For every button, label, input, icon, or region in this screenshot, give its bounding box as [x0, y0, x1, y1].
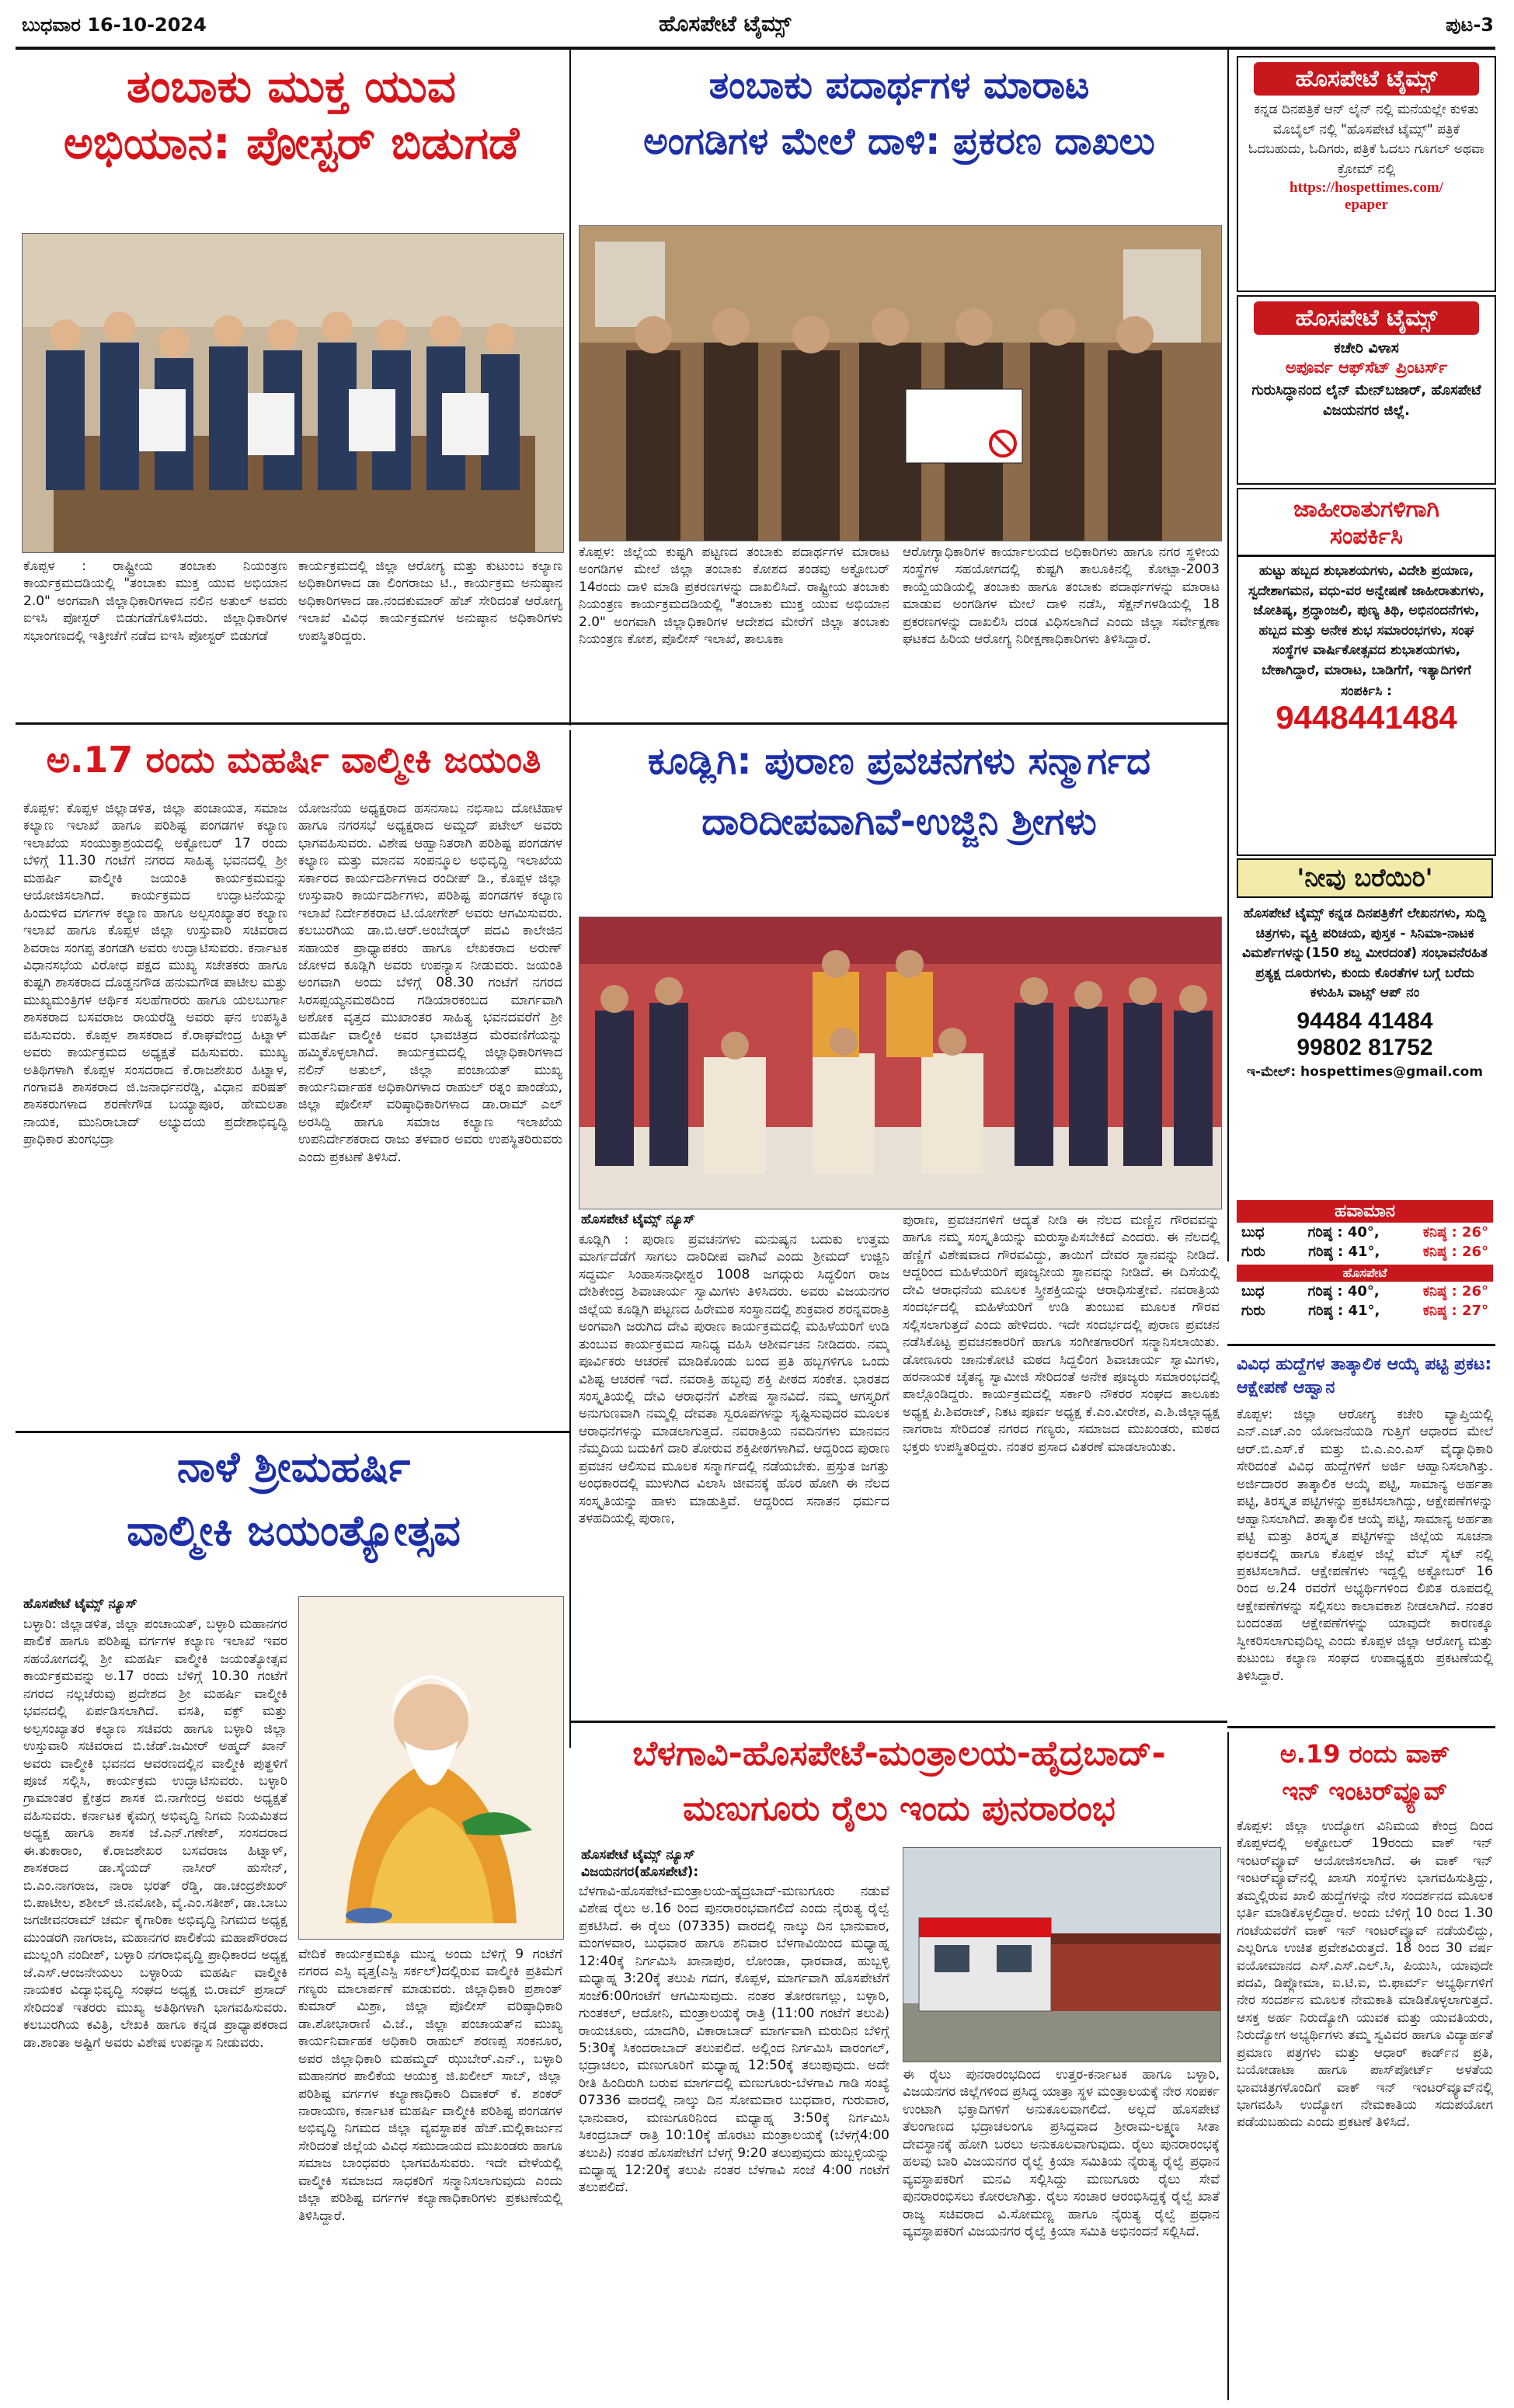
weather-day: ಬುಧ — [1241, 1283, 1265, 1300]
sidebar-office-address: ಗುರುಸಿದ್ಧಾನಂದ ಲೈನ್ ಮೇನ್‌ಬಜಾರ್, ಹೊಸಪೇಟೆ ವಿಜಯನಗರ ಜಿಲ್ಲೆ. — [1251, 382, 1481, 419]
sidebar-write-box — [1237, 858, 1493, 1192]
story4-column2: ಪುರಾಣ, ಪ್ರವಚನಗಳಿಗೆ ಆದ್ಯತೆ ನೀಡಿ ಈ ನೆಲದ ಮಣ್ಣಿನ ಗೌರವವನ್ನು ಹಾಗೂ ನಮ್ಮ ಸಂಸ್ಕೃತಿಯನ್ನು ಮರುಸ್ಥಾಪಿಸಬೇಕಿದೆ ಎಂದರು. ಈ ನೆಲದಲ್ಲಿ ಹೆಣ್ಣಿಗೆ ವಿಶೇಷವಾದ ಗೌರವವಿದ್ದು, ತಾಯಿಗೆ ದೇವರ ಸ್ಥಾನವನ್ನು ನೀಡಿದೆ. ಆದ್ದರಿಂದ ಮಹಿಳೆಯರಿಗೆ ಪೂಜ್ಯನೀಯ ಸ್ಥಾನವನ್ನು ನೀಡಿದೆ. ಈ ದಿಸೆಯಲ್ಲಿ ದೇವಿ ಆರಾಧನೆಯ ಮೂಲಕ ಸ್ತ್ರೀಶಕ್ತಿಯನ್ನು ಆರಾಧಿಸುತ್ತೇವೆ. ನವರಾತ್ರಿಯ ಸಂದರ್ಭದಲ್ಲಿ ಮಹಿಳೆಯರಿಗೆ ಉಡಿ ತುಂಬುವ ಮೂಲಕ ಗೌರವ ಸಲ್ಲಿಸಲಾಗುತ್ತದೆ ಎಂದು ಹೇಳಿದರು. ಇದೇ ಸಂದರ್ಭದಲ್ಲಿ ಪುರಾಣ ಪ್ರವಚನ ನಡೆಸಿಕೊಟ್ಟ ಪ್ರವಚನಕಾರರಿಗೆ ಹಾಗೂ ಸಂಗೀತಗಾರರಿಗೆ ಸನ್ಮಾನಿಸಲಾಯಿತು. ಡೋಣೂರು ಚಾನುಕೋಟಿ ಮಠದ ಸಿದ್ದಲಿಂಗ ಶಿವಾಚಾರ್ಯ ಸ್ವಾಮಿಗಳು, ಹರನಾಯಕ ಚೈತನ್ಯ ಸ್ವಾಮೀಜಿ ಸೇರಿದಂತೆ ಅನೇಕ ಪೂಜ್ಯರು ಸಮಾರಂಭದಲ್ಲಿ ಪಾಲ್ಗೊಂಡಿದ್ದರು. ಕಾರ್ಯಕ್ರಮದಲ್ಲಿ ಸರ್ಕಾರಿ ನೌಕರರ ಸಂಘದ ತಾಲೂಕು ಅಧ್ಯಕ್ಷ ಪಿ.ಶಿವರಾಜ್, ನಿಕಟ ಪೂರ್ವ ಅಧ್ಯಕ್ಷ ಕೆ.ಎಂ.ವೀರೇಶ, ಎ.ಶಿ.ಜಿಲ್ಲಾಧ್ಯಕ್ಷ ನಾಗರಾಜ ಸೇರಿದಂತೆ ನಗರದ ಗಣ್ಯರು, ಸಮಾಜದ ಮುಖಂಡರು, ಮಠದ ಭಕ್ತರು ಉಪಸ್ಥಿತರಿದ್ದರು. ನಂತರ ಪ್ರಸಾದ ವಿತರಣೆ ಮಾಡಲಾಯಿತು. — [903, 1213, 1220, 1455]
weather-row — [1237, 1282, 1493, 1301]
sidebar-write-phone2[interactable]: 99802 81752 — [1296, 1034, 1433, 1060]
story4-byline: ಹೊಸಪೇಟೆ ಟೈಮ್ಸ್ ನ್ಯೂಸ್ — [581, 1212, 695, 1227]
sidebar-weather-title: ಹವಾಮಾನ — [1237, 1200, 1493, 1223]
divider-sidebar — [1227, 50, 1229, 1261]
story3-headline: ಅ.17 ರಂದು ಮಹರ್ಷಿ ವಾಲ್ಮೀಕಿ ಜಯಂತಿ — [46, 739, 541, 781]
weather-max: ಗರಿಷ್ಠ : 40°, — [1307, 1283, 1380, 1300]
story1-column2: ಕಾರ್ಯಕ್ರಮದಲ್ಲಿ ಜಿಲ್ಲಾ ಆರೋಗ್ಯ ಮತ್ತು ಕುಟುಂಬ ಕಲ್ಯಾಣ ಅಧಿಕಾರಿಗಳಾದ ಡಾ ಲಿಂಗರಾಜು ಟಿ., ಕಾರ್ಯಕ್ರಮ ಅನುಷ್ಠಾನ ಅಧಿಕಾರಿಗಳಾದ ಡಾ.ನಂದಕುಮಾರ್ ಹೆಚ್ ಸೇರಿದಂತೆ ಆರೋಗ್ಯ ಇಲಾಖೆ ವಿವಿಧ ಕಾರ್ಯಕ್ರಮಗಳ ಅನುಷ್ಠಾನ ಅಧಿಕಾರಿಗಳು ಉಪಸ್ಥಿತರಿದ್ದರು. — [298, 559, 562, 644]
weather-min: ಕನಿಷ್ಠ : 26° — [1422, 1244, 1488, 1260]
story6-headline — [579, 1732, 1220, 1830]
story5-headline — [22, 1441, 566, 1557]
header-page-number: ಪುಟ-3 — [1446, 14, 1494, 36]
weather-max: ಗರಿಷ್ಠ : 41°, — [1308, 1303, 1380, 1319]
weather-day: ಗುರು — [1241, 1244, 1265, 1260]
sidebar-weather-subtitle: ಹೊಸಪೇಟೆ — [1237, 1265, 1493, 1282]
rule-right-1 — [1227, 1344, 1495, 1346]
header-date: ಬುಧವಾರ 16-10-2024 — [22, 14, 207, 36]
story2-photo — [579, 225, 1222, 541]
story6-column1: ಬೆಳಗಾವಿ-ಹೊಸಪೇಟೆ-ಮಂತ್ರಾಲಯ-ಹೈದ್ರಬಾದ್-ಮಣುಗೂರು ನಡುವೆ ವಿಶೇಷ ರೈಲು ಅ.16 ರಿಂದ ಪುನರಾರಂಭವಾಗಲಿದೆ ಎಂದು ನೈರುತ್ಯ ರೈಲ್ವೆ ಪ್ರಕಟಿಸಿದೆ. ಈ ರೈಲು (07335) ವಾರದಲ್ಲಿ ನಾಲ್ಕು ದಿನ ಭಾನುವಾರ, ಮಂಗಳವಾರ, ಬುಧವಾರ ಹಾಗೂ ಶನಿವಾರ ಬೆಳಗಾವಿಯಿಂದ ಮಧ್ಯಾಹ್ನ 12:40ಕ್ಕೆ ನಿರ್ಗಮಿಸಿ ಖಾನಾಪುರ, ಲೋಂಡಾ, ಧಾರವಾಡ, ಹುಬ್ಬಳ್ಳಿ ಮಧ್ಯಾಹ್ನ 3:20ಕ್ಕೆ ತಲುಪಿ ಗದಗ, ಕೊಪ್ಪಳ, ಮಾರ್ಗವಾಗಿ ಹೊಸಪೇಟೆಗೆ ಸಂಜೆ6:00ಗಂಟೆಗೆ ಆಗಮಿಸುವುದು. ನಂತರ ತೋರಣಗಲ್ಲು, ಬಳ್ಳಾರಿ, ಗುಂತಕಲ್, ಆದೋನಿ, ಮಂತ್ರಾಲಯಕ್ಕೆ ರಾತ್ರಿ (11:00 ಗಂಟೆಗೆ ತಲುಪಿ) ರಾಯಚೂರು, ಯಾದಗಿರಿ, ವಿಕಾರಾಬಾದ್ ಮಾರ್ಗವಾಗಿ ಮರುದಿನ ಬೆಳಿಗ್ಗೆ 5:30ಕ್ಕೆ ಸಿಕಂದರಾಬಾದ್ ತಲುಪಲಿದೆ. ಅಲ್ಲಿಂದ ನಿರ್ಗಮಿಸಿ ವಾರಂಗಲ್, ಭದ್ರಾಚಲಂ, ಮಣುಗೂರಿಗೆ ಮಧ್ಯಾಹ್ನ 12:50ಕ್ಕೆ ತಲುಪುವುದು. ಅದೇ ರೀತಿ ಹಿಂದಿರುಗಿ ಬರುವ ಮಾರ್ಗದಲ್ಲಿ ಮಣುಗೂರು-ಬೆಳಗಾವಿ ಗಾಡಿ ಸಂಖ್ಯೆ 07336 ವಾರದಲ್ಲಿ ನಾಲ್ಕು ದಿನ ಸೋಮವಾರ ಬುಧವಾರ, ಗುರುವಾರ, ಭಾನುವಾರ, ಮಣುಗೂರಿನಿಂದ ಮಧ್ಯಾಹ್ನ 3:50ಕ್ಕೆ ನಿರ್ಗಮಿಸಿ ಸಿಕಂದ್ರಬಾದ್ ರಾತ್ರಿ 10:10ಕ್ಕೆ ಹೊರಟು ಮಂತ್ರಾಲಯಕ್ಕೆ (ಬೆಳಗ್ಗೆ4:00 ತಲುಪಿ) ನಂತರ ಹೊಸಪೇಟೆಗೆ ಬೆಳಗ್ಗೆ 9:20 ತಲುಪುವುದು ಹುಬ್ಬಳ್ಳಿಯನ್ನು ಮಧ್ಯಾಹ್ನ 12:20ಕ್ಕೆ ತಲುಪಿ ನಂತರ ಬೆಳಗಾವಿ ಸಂಜೆ 4:00 ಗಂಟೆಗೆ ತಲುಪಲಿದೆ. — [579, 1884, 889, 2196]
rule-left-mid — [16, 1431, 569, 1433]
story8-body: ಕೊಪ್ಪಳ: ಜಿಲ್ಲಾ ಉದ್ಯೋಗ ವಿನಿಮಯ ಕೇಂದ್ರ ದಿಂದ ಕೊಪ್ಪಳದಲ್ಲಿ ಅಕ್ಟೋಬರ್ 19ರಂದು ವಾಕ್ ಇನ್ ಇಂಟರ್‌ವ್ಯೂವ್ ಆಯೋಜಿಸಲಾಗಿದೆ. ಈ ವಾಕ್ ಇನ್ ಇಂಟರ್‌ವ್ಯೂವ್‌ನಲ್ಲಿ ಖಾಸಗಿ ಸಂಸ್ಥೆಗಳು ಭಾಗವಹಿಸುತ್ತಿದ್ದು, ತಮ್ಮಲ್ಲಿರುವ ಖಾಲಿ ಹುದ್ದೆಗಳನ್ನು ನೇರ ಸಂದರ್ಶನದ ಮೂಲಕ ಭರ್ತಿ ಮಾಡಿಕೊಳ್ಳಲಿದ್ದಾರೆ. ಅಂದು ಬೆಳಿಗ್ಗೆ 10 ರಿಂದ 1.30 ಗಂಟೆಯವರೆಗೆ ವಾಕ್ ಇನ್ ಇಂಟರ್‌ವ್ಯೂವ್ ನಡೆಯಲಿದ್ದು, ಎಲ್ಲರಿಗೂ ಉಚಿತ ಪ್ರವೇಶವಿರುತ್ತದೆ. 18 ರಿಂದ 30 ವರ್ಷ ವಯೋಮಾನದ ಎಸ್.ಎಸ್.ಎಲ್.ಸಿ, ಪಿಯುಸಿ, ಯಾವುದೇ ಪದವಿ, ಡಿಪ್ಲೋಮಾ, ಐ.ಟಿ.ಐ, ಬಿ.ಫಾರ್ಮ್ ಅಭ್ಯರ್ಥಿಗಳಿಗೆ ನೇರ ಸಂದರ್ಶನ ಮೂಲಕ ನೇಮಕಾತಿ ಮಾಡಿಕೊಳ್ಳಲಾಗುತ್ತದೆ. ಆಸಕ್ತ ಅರ್ಹ ನಿರುದ್ಯೋಗಿ ಯುವಕ ಮತ್ತು ಯುವತಿಯರು, ನಿರುದ್ಯೋಗ ಅಭ್ಯರ್ಥಿಗಳು ತಮ್ಮ ಸ್ವವಿವರ ಹಾಗೂ ವಿದ್ಯಾರ್ಹತೆ ಪ್ರಮಾಣ ಪತ್ರಗಳು ಮತ್ತು ಆಧಾರ್ ಕಾರ್ಡ್‌ನ ಪ್ರತಿ, ಬಯೋಡಾಟಾ ಹಾಗೂ ಪಾಸ್‌ಪೋರ್ಟ್ ಅಳತೆಯ ಭಾವಚಿತ್ರಗಳೊಂದಿಗೆ ವಾಕ್ ಇನ್ ಇಂಟರ್‌ವ್ಯೂವ್‌ನಲ್ಲಿ ಭಾಗವಹಿಸಿ ಉದ್ಯೋಗ ನೇಮಕಾತಿಯ ಸದುಪಯೋಗ ಪಡೆಯಬಹುದು ಎಂದು ಪ್ರಕಟಣೆ ತಿಳಿಸಿದೆ. — [1237, 1818, 1493, 2131]
story5-headline-line1: ನಾಳೆ ಶ್ರೀಮಹರ್ಷಿ — [176, 1442, 411, 1491]
story1-headline — [23, 58, 559, 171]
weather-min: ಕನಿಷ್ಠ : 27° — [1422, 1303, 1488, 1319]
story4-headline-line2: ದಾರಿದೀಪವಾಗಿವೆ-ಉಜ್ಜಿನಿ ಶ್ರೀಗಳು — [701, 800, 1097, 844]
divider-col-left-2 — [569, 730, 571, 1748]
sidebar-epaper-url[interactable]: https://hospettimes.com/ — [1290, 179, 1443, 196]
sidebar-office-press: ಅಪೂರ್ವ ಆಫ್‌ಸೆಟ್ ಪ್ರಿಂಟರ್ಸ್ — [1285, 358, 1448, 377]
story6-column2: ಈ ರೈಲು ಪುನರಾರಂಭದಿಂದ ಉತ್ತರ-ಕರ್ನಾಟಕ ಹಾಗೂ ಬಳ್ಳಾರಿ, ವಿಜಯನಗರ ಜಿಲ್ಲೆಗಳಿಂದ ಪ್ರಸಿದ್ಧ ಯಾತ್ರಾ ಸ್ಥಳ ಮಂತ್ರಾಲಯಕ್ಕೆ ನೇರ ಸಂಪರ್ಕ ಉಂಟಾಗಿ ಭಕ್ತಾದಿಗಳಿಗೆ ಅನುಕೂಲವಾಗಲಿದೆ. ಅಲ್ಲದೆ ಹೊಸಪೇಟೆ ತೆಲಂಗಾಣದ ಭದ್ರಾಚಲಂಗೂ ಪ್ರಸಿದ್ಧವಾದ ಶ್ರೀರಾಮ-ಲಕ್ಷ್ಮಣ ಸೀತಾ ದೇವಸ್ಥಾನಕ್ಕೆ ಹೋಗಿ ಬರಲು ಅನುಕೂಲವಾಗುವುದು. ರೈಲು ಪುನರಾರಂಭಕ್ಕೆ ಹಲವು ಬಾರಿ ವಿಜಯನಗರ ರೈಲ್ವೆ ಕ್ರಿಯಾ ಸಮಿತಿಯ ನೈರುತ್ಯ ರೈಲ್ವೆ ಪ್ರಧಾನ ವ್ಯವಸ್ಥಾಪಕರಿಗೆ ಮನವಿ ಸಲ್ಲಿಸಿದ್ದು ಮಣುಗೂರು ರೈಲು ಸೇವೆ ಪುನರಾರಂಭಿಸಲು ಕೋರಲಾಗಿತ್ತು. ರೈಲು ಸಂಚಾರ ಆರಂಭಿಸಿದ್ದಕ್ಕೆ ರೈಲ್ವೆ ಖಾತೆ ರಾಜ್ಯ ಸಚಿವರಾದ ವಿ.ಸೋಮಣ್ಣ ಹಾಗೂ ನೈರುತ್ಯ ರೈಲ್ವೆ ಪ್ರಧಾನ ವ್ಯವಸ್ಥಾಪಕರಿಗೆ ವಿಜಯನಗರ ರೈಲ್ವೆ ಕ್ರಿಯಾ ಸಮಿತಿ ಅಭಿನಂದನೆ ಸಲ್ಲಿಸಿದೆ. — [903, 2067, 1220, 2239]
story5-byline: ಹೊಸಪೇಟೆ ಟೈಮ್ಸ್ ನ್ಯೂಸ್ — [23, 1596, 137, 1612]
header-paper-name: ಹೊಸಪೇಟೆ ಟೈಮ್ಸ್ — [659, 11, 792, 37]
story2-photo-art — [579, 226, 1221, 541]
story2-headline-line2: ಅಂಗಡಿಗಳ ಮೇಲೆ ದಾಳಿ: ಪ್ರಕರಣ ದಾಖಲು — [643, 120, 1155, 163]
story6-headline-line2: ಮಣುಗೂರು ರೈಲು ಇಂದು ಪುನರಾರಂಭ — [683, 1789, 1115, 1829]
story4-photo-art — [579, 917, 1221, 1209]
header-rule — [16, 47, 1495, 50]
weather-day: ಗುರು — [1241, 1303, 1265, 1319]
story2-column1: ಕೊಪ್ಪಳ: ಜಿಲ್ಲೆಯ ಕುಷ್ಟಗಿ ಪಟ್ಟಣದ ತಂಬಾಕು ಪದಾರ್ಥಗಳ ಮಾರಾಟ ಅಂಗಡಿಗಳ ಮೇಲೆ ಜಿಲ್ಲಾ ತಂಬಾಕು ಕೋಶದ ತಂಡವು ಅಕ್ಟೋಬರ್ 14ರಂದು ದಾಳಿ ಮಾಡಿ ಪ್ರಕರಣಗಳನ್ನು ದಾಖಲಿಸಿದೆ. ರಾಷ್ಟ್ರೀಯ ತಂಬಾಕು ನಿಯಂತ್ರಣ ಕಾರ್ಯಕ್ರಮದಡಿಯಲ್ಲಿ "ತಂಬಾಕು ಮುಕ್ತ ಯುವ ಅಭಿಯಾನ 2.0" ಅಂಗವಾಗಿ ಜಿಲ್ಲಾಧಿಕಾರಿಗಳ ಆದೇಶದ ಮೇರೆಗೆ ಜಿಲ್ಲಾ ತಂಬಾಕು ನಿಯಂತ್ರಣ ಕೋಶ, ಪೊಲೀಸ್ ಇಲಾಖೆ, ತಾಲೂಕಾ — [579, 545, 889, 648]
story6-train-photo — [903, 1847, 1221, 2062]
story1-headline-line1: ತಂಬಾಕು ಮುಕ್ತ ಯುವ — [127, 60, 456, 113]
page-header — [22, 6, 1494, 47]
story3-column1: ಕೊಪ್ಪಳ: ಕೊಪ್ಪಳ ಜಿಲ್ಲಾಡಳಿತ, ಜಿಲ್ಲಾ ಪಂಚಾಯತ, ಸಮಾಜ ಕಲ್ಯಾಣ ಇಲಾಖೆ ಹಾಗೂ ಪರಿಶಿಷ್ಟ ಪಂಗಡಗಳ ಕಲ್ಯಾಣ ಇಲಾಖೆಯ ಸಂಯುಕ್ತಾಶ್ರಯದಲ್ಲಿ ಅಕ್ಟೋಬರ್ 17 ರಂದು ಬೆಳಿಗ್ಗೆ 11.30 ಗಂಟೆಗೆ ನಗರದ ಸಾಹಿತ್ಯ ಭವನದಲ್ಲಿ ಶ್ರೀ ಮಹರ್ಷಿ ವಾಲ್ಮೀಕಿ ಜಯಂತಿ ಕಾರ್ಯಕ್ರಮವನ್ನು ಆಯೋಜಿಸಲಾಗಿದೆ. ಕಾರ್ಯಕ್ರಮದ ಉದ್ಘಾಟನೆಯನ್ನು ಹಿಂದುಳಿದ ವರ್ಗಗಳ ಕಲ್ಯಾಣ ಹಾಗೂ ಅಲ್ಪಸಂಖ್ಯಾತರ ಕಲ್ಯಾಣ ಇಲಾಖೆ ಹಾಗೂ ಕೊಪ್ಪಳ ಜಿಲ್ಲಾ ಉಸ್ತುವಾರಿ ಸಚಿವರಾದ ಶಿವರಾಜ ಸಂಗಪ್ಪ ತಂಗಡಗಿ ಅವರು ಉದ್ಘಾಟಿಸುವರು. ಕರ್ನಾಟಕ ವಿಧಾನಸಭೆಯ ವಿರೋಧ ಪಕ್ಷದ ಮುಖ್ಯ ಸಚೇತಕರು ಹಾಗೂ ಕುಷ್ಟಗಿ ಶಾಸಕರಾದ ದೊಡ್ಡನಗೌಡ ಹನುಮಗೌಡ ಪಾಟೀಲ ಮತ್ತು ಮುಖ್ಯಮಂತ್ರಿಗಳ ಆರ್ಥಿಕ ಸಲಹೆಗಾರರು ಹಾಗೂ ಯಲಬುರ್ಗಾ ಶಾಸಕರಾದ ಬಸವರಾಜ ರಾಯರೆಡ್ಡಿ ಅವರು ಘನ ಉಪಸ್ಥಿತಿ ವಹಿಸುವರು. ಕೊಪ್ಪಳ ಶಾಸಕರಾದ ಕೆ.ರಾಘವೇಂದ್ರ ಹಿಟ್ನಾಳ್ ಅವರು ಕಾರ್ಯಕ್ರಮದ ಅಧ್ಯಕ್ಷತೆ ವಹಿಸುವರು. ಮುಖ್ಯ ಅತಿಥಿಗಳಾಗಿ ಕೊಪ್ಪಳ ಸಂಸದರಾದ ಕೆ.ರಾಜಶೇಖರ ಹಿಟ್ನಾಳ, ಗಂಗಾವತಿ ಶಾಸಕರಾದ ಜಿ.ಜನಾರ್ಧನರೆಡ್ಡಿ, ವಿಧಾನ ಪರಿಷತ್ ಶಾಸಕರುಗಳಾದ ಶರಣೇಗೌಡ ಬಯ್ಯಾಪೂರ, ಹೇಮಲತಾ ನಾಯಕ, ಮುನಿರಾಬಾದ್ ಅಭ್ಯುದಯ ಪ್ರದೇಶಾಭಿವೃದ್ಧಿ ಪ್ರಾಧಿಕಾರ ತುಂಗಭದ್ರಾ — [23, 801, 287, 1148]
sidebar-epaper-text: ಕನ್ನಡ ದಿನಪತ್ರಿಕೆ ಆನ್ ಲೈನ್ ನಲ್ಲಿ ಮನೆಯಲ್ಲೇ ಕುಳಿತು ಮೊಬೈಲ್ ನಲ್ಲಿ "ಹೊಸಪೇಟೆ ಟೈಮ್ಸ್" ಪತ್ರಿಕೆ ಓದಬಹುದು, ಓದಿಗರು, ಪತ್ರಿಕೆ ಓದಲು ಗೂಗಲ್ ಅಥವಾ ಕ್ರೋಮ್ ನಲ್ಲಿ — [1248, 102, 1484, 177]
sidebar-ad-title1: ಜಾಹೀರಾತುಗಳಿಗಾಗಿ — [1293, 496, 1439, 523]
weather-min: ಕನಿಷ್ಠ : 26° — [1422, 1283, 1488, 1300]
story5-column1: ಬಳ್ಳಾರಿ: ಜಿಲ್ಲಾಡಳಿತ, ಜಿಲ್ಲಾ ಪಂಚಾಯತ್, ಬಳ್ಳಾರಿ ಮಹಾನಗರ ಪಾಲಿಕೆ ಹಾಗೂ ಪರಿಶಿಷ್ಟ ವರ್ಗಗಳ ಕಲ್ಯಾಣ ಇಲಾಖೆ ಇವರ ಸಹಯೋಗದಲ್ಲಿ ಶ್ರೀ ಮಹರ್ಷಿ ವಾಲ್ಮೀಕಿ ಜಯಂತ್ಯೋತ್ಸವ ಕಾರ್ಯಕ್ರಮವನ್ನು ಅ.17 ರಂದು ಬೆಳಿಗ್ಗೆ 10.30 ಗಂಟೆಗೆ ನಗರದ ನಲ್ಲಚೆರುವು ಪ್ರದೇಶದ ಶ್ರೀ ಮಹರ್ಷಿ ವಾಲ್ಮೀಕಿ ಭವನದಲ್ಲಿ ಏರ್ಪಡಿಸಲಾಗಿದೆ. ವಸತಿ, ವಕ್ಫ್ ಮತ್ತು ಅಲ್ಪಸಂಖ್ಯಾತರ ಕಲ್ಯಾಣ ಸಚಿವರು ಹಾಗೂ ಬಳ್ಳಾರಿ ಜಿಲ್ಲಾ ಉಸ್ತುವಾರಿ ಸಚಿವರಾದ ಬಿ.ಜೆಡ್.ಜಮೀರ್ ಅಹ್ಮದ್ ಖಾನ್ ಅವರು ವಾಲ್ಮೀಕಿ ಭವನದ ಆವರಣದಲ್ಲಿನ ವಾಲ್ಮೀಕಿ ಪುತ್ಥಳಿಗೆ ಪೂಜೆ ಸಲ್ಲಿಸಿ, ಕಾರ್ಯಕ್ರಮ ಉದ್ಘಾಟಿಸುವರು. ಬಳ್ಳಾರಿ ಗ್ರಾಮಾಂತರ ಕ್ಷೇತ್ರದ ಶಾಸಕ ಬಿ.ನಾಗೇಂದ್ರ ಅವರು ಅಧ್ಯಕ್ಷತೆ ವಹಿಸುವರು. ಕರ್ನಾಟಕ ಕೈಮಗ್ಗ ಅಭಿವೃದ್ಧಿ ನಿಗಮ ನಿಯಮಿತದ ಅಧ್ಯಕ್ಷ ಹಾಗೂ ಶಾಸಕ ಜೆ.ಎನ್.ಗಣೇಶ್, ಸಂಸದರಾದ ಈ.ತುಕಾರಾಂ, ಕೆ.ರಾಜಶೇಖರ ಬಸವರಾಜ ಹಿಟ್ನಾಳ್, ಶಾಸಕರಾದ ಡಾ.ಸೈಯದ್ ನಾಸೀರ್ ಹುಸೇನ್, ಬಿ.ಎಂ.ನಾಗರಾಜ, ನಾರಾ ಭರತ್ ರೆಡ್ಡಿ, ಡಾ.ಚಂದ್ರಶೇಖರ್ ಬಿ.ಪಾಟೀಲ, ಶಶೀಲ್ ಜಿ.ನಮೋಶಿ, ವೈ.ಎಂ.ಸತೀಶ್, ಡಾ.ಬಾಬು ಜಗಜೀವನರಾಮ್ ಚರ್ಮ ಕೈಗಾರಿಕಾ ಅಭಿವೃದ್ಧಿ ನಿಗಮದ ಅಧ್ಯಕ್ಷ ಮುಂಡರಗಿ ನಾಗರಾಜ, ಮಹಾನಗರ ಪಾಲಿಕೆಯ ಮಹಾಪೌರರಾದ ಮುಲ್ಲಂಗಿ ನಂದೀಶ್, ಬಳ್ಳಾರಿ ನಗರಾಭಿವೃದ್ಧಿ ಪ್ರಾಧಿಕಾರದ ಅಧ್ಯಕ್ಷ ಜೆ.ಎಸ್.ಆಂಜನೇಯಲು ಬಳ್ಳಾರಿಯ ಮಹರ್ಷಿ ವಾಲ್ಮೀಕಿ ನಾಯಕರ ವಿದ್ಯಾಭಿವೃದ್ಧಿ ಸಂಘದ ಅಧ್ಯಕ್ಷ ಬಿ.ರಾಮ್ ಪ್ರಸಾದ್ ಸೇರಿದಂತೆ ಇತರರು ಮುಖ್ಯ ಅತಿಥಿಗಳಾಗಿ ಭಾಗವಹಿಸುವರು. ಕಲಬುರಗಿಯ ಕವಿತ್ರಿ, ಲೇಖಕಿ ಹಾಗೂ ಕನ್ನಡ ಪ್ರಾಧ್ಯಾಪಕರಾದ ಡಾ.ಶಾಂತಾ ಅಷ್ಟಿಗೆ ಅವರು ವಿಶೇಷ ಉಪನ್ಯಾಸ ನೀಡುವರು. — [23, 1616, 287, 2051]
weather-max: ಗರಿಷ್ಠ : 41°, — [1308, 1244, 1380, 1260]
weather-day: ಬುಧ — [1241, 1224, 1265, 1241]
story2-column2: ಆರೋಗ್ಯಾಧಿಕಾರಿಗಳ ಕಾರ್ಯಾಲಯದ ಅಧಿಕಾರಿಗಳು ಹಾಗೂ ನಗರ ಸ್ಥಳೀಯ ಸಂಸ್ಥೆಗಳ ಸಹಯೋಗದಲ್ಲಿ ಕುಷ್ಟಗಿ ತಾಲೂಕಿನಲ್ಲಿ ಕೋಟ್ಪಾ-2003 ಕಾಯ್ದೆಯಡಿಯಲ್ಲಿ ತಂಬಾಕು ಹಾಗೂ ತಂಬಾಕು ಪದಾರ್ಥಗಳನ್ನು ಮಾರಾಟ ಮಾಡುವ ಅಂಗಡಿಗಳ ಮೇಲೆ ದಾಳಿ ನಡೆಸಿ, ಸೆಕ್ಷನ್‌ಗಳಡಿಯಲ್ಲಿ 18 ಪ್ರಕರಣಗಳನ್ನು ದಾಖಲಿಸಿ ದಂಡ ವಿಧಿಸಲಾಗಿದೆ ಎಂದು ಜಿಲ್ಲಾ ಸರ್ವೇಕ್ಷಣಾ ಘಟಕದ ಹಿರಿಯ ಆರೋಗ್ಯ ನಿರೀಕ್ಷಣಾಧಿಕಾರಿಗಳು ತಿಳಿಸಿದ್ದಾರೆ. — [903, 545, 1220, 648]
sidebar-weather-box — [1237, 1200, 1493, 1340]
divider-lower-right — [1227, 1732, 1229, 2400]
rule-right-2 — [1227, 1726, 1495, 1728]
weather-row — [1237, 1242, 1493, 1261]
sidebar-ad-title2: ಸಂಪರ್ಕಿಸಿ — [1330, 523, 1403, 550]
story6-byline: ಹೊಸಪೇಟೆ ಟೈಮ್ಸ್ ನ್ಯೂಸ್ — [581, 1847, 695, 1863]
story2-headline-line1: ತಂಬಾಕು ಪದಾರ್ಥಗಳ ಮಾರಾಟ — [708, 64, 1090, 107]
story8-headline-line2: ಇನ್ ಇಂಟರ್‌ವ್ಯೂವ್ — [1282, 1776, 1448, 1806]
sidebar-write-title: 'ನೀವು ಬರೆಯಿರಿ' — [1237, 858, 1493, 898]
rule-row1 — [16, 722, 1227, 725]
sidebar-office-title: ಹೊಸಪೇಟೆ ಟೈಮ್ಸ್ — [1254, 301, 1479, 335]
valmiki-illustration-art — [299, 1597, 563, 1939]
sidebar-ad-phone[interactable]: 9448441484 — [1276, 699, 1457, 736]
story5-headline-line2: ವಾಲ್ಮೀಕಿ ಜಯಂತ್ಯೋತ್ಸವ — [127, 1505, 461, 1555]
sidebar-write-text: ಹೊಸಪೇಟೆ ಟೈಮ್ಸ್ ಕನ್ನಡ ದಿನಪತ್ರಿಕೆಗೆ ಲೇಖನಗಳು, ಸುದ್ದಿ ಚಿತ್ರಗಳು, ವ್ಯಕ್ತಿ ಪರಿಚಯ, ಪುಸ್ತಕ - ಸಿನಿಮಾ-ನಾಟಕ ವಿಮರ್ಶೆಗಳನ್ನು(150 ಶಬ್ದ ಮೀರದಂತೆ) ಸಂಭಾವನೆರಹಿತ ಪ್ರತ್ಯಕ್ಷ ದೂರುಗಳು, ಕುಂದು ಕೊರತೆಗಳ ಬಗ್ಗೆ ಬರೆದು ಕಳುಹಿಸಿ ವಾಟ್ಸ್ ಆಪ್ ನಂ — [1242, 906, 1488, 1000]
sidebar-epaper-title: ಹೊಸಪೇಟೆ ಟೈಮ್ಸ್ — [1254, 62, 1479, 96]
story4-column1: ಕೂಡ್ಲಿಗಿ : ಪುರಾಣ ಪ್ರವಚನಗಳು ಮನುಷ್ಯನ ಬದುಕು ಉತ್ತಮ ಮಾರ್ಗದೆಡೆಗೆ ಸಾಗಲು ದಾರಿದೀಪ ವಾಗಿವೆ ಎಂದು ಶ್ರೀಮದ್ ಉಜ್ಜಿನಿ ಸದ್ಧರ್ಮ ಸಿಂಹಾಸನಾಧೀಶ್ವರ 1008 ಜಗದ್ಗುರು ಸಿದ್ಧಲಿಂಗ ರಾಜ ದೇಶಿಕೇಂದ್ರ ಶಿವಾಚಾರ್ಯ ಸ್ವಾಮಿಗಳು ತಿಳಿಸಿದರು. ಅವರು ವಿಜಯನಗರ ಜಿಲ್ಲೆಯ ಕೂಡ್ಲಿಗಿ ಪಟ್ಟಣದ ಹಿರೇಮಠ ಸಂಸ್ಥಾನದಲ್ಲಿ ಶುಕ್ರವಾರ ಶರನ್ನವರಾತ್ರಿ ಅಂಗವಾಗಿ ಜರುಗಿದ ದೇವಿ ಪುರಾಣ ಕಾರ್ಯಕ್ರಮದಲ್ಲಿ ಮಹಿಳೆಯರಿಗೆ ಉಡಿ ತುಂಬುವ ಕಾರ್ಯಕ್ರಮದ ಸಾನಿಧ್ಯ ವಹಿಸಿ ಆಶೀರ್ವಚನ ನೀಡಿದರು. ನಮ್ಮ ಪೂರ್ವಿಕರು ಆಚರಣೆ ಮಾಡಿಕೊಂಡು ಬಂದ ಪ್ರತಿ ಹಬ್ಬಗಳಿಗೂ ಒಂದು ವಿಶಿಷ್ಟ ಆಚರಣೆ ಇದೆ. ನವರಾತ್ರಿ ಹಬ್ಬವು ಶಕ್ತಿ ಪೀಠದ ಸಂಕೇತ. ಭಾರತದ ಸಂಸ್ಕೃತಿಯಲ್ಲಿ ದೇವಿ ಆರಾಧನೆಗೆ ವಿಶೇಷ ಸ್ಥಾನವಿದೆ. ನಮ್ಮ ಆಗಸ್ತ್ಯರಿಗೆ ಅನುಗುಣವಾಗಿ ನಮ್ಮಲ್ಲಿ ದೇವತಾ ಸ್ವರೂಪಗಳನ್ನು ಸೃಷ್ಟಿಸುವುದರ ಮೂಲಕ ಆರಾಧನೆಗಳನ್ನು ಮಾಡಲಾಗುತ್ತದೆ. ನವರಾತ್ರಿಯ ನವದಿನಗಳು ಮಾನವನ ನೆಮ್ಮದಿಯ ಬದುಕಿಗೆ ದಾರಿ ತೋರುವ ಶಕ್ತಿಪೀಠಗಳಾಗಿವೆ. ಆದ್ದರಿಂದ ಪುರಾಣ ಪ್ರವಚನ ಆಲಿಸುವ ಮೂಲಕ ಸನ್ಮಾರ್ಗದಲ್ಲಿ ನಡೆಯಬೇಕು. ಪ್ರಸ್ತುತ ಜಗತ್ತು ಅಂಧಕಾರದಲ್ಲಿ ಮುಳುಗಿದ ವಿಲಾಸಿ ಜೀವನಕ್ಕೆ ಹೊರ ಹೋಗಿ ಈ ನೆಲದ ಸಂಸ್ಕೃತಿಯನ್ನು ಹಾಳು ಮಾಡುತ್ತಿವೆ. ಆದ್ದರಿಂದ ಸನಾತನ ಧರ್ಮದ ತಳಹದಿಯಲ್ಲಿ ಪುರಾಣ, — [579, 1232, 889, 1526]
story1-column1: ಕೊಪ್ಪಳ : ರಾಷ್ಟ್ರೀಯ ತಂಬಾಕು ನಿಯಂತ್ರಣ ಕಾರ್ಯಕ್ರಮದಡಿಯಲ್ಲಿ "ತಂಬಾಕು ಮುಕ್ತ ಯುವ ಅಭಿಯಾನ 2.0" ಅಂಗವಾಗಿ ಜಿಲ್ಲಾಧಿಕಾರಿಗಳಾದ ನಲಿನ ಅತುಲ್ ಅವರು ಐಇಸಿ ಪೋಸ್ಟರ್ ಬಿಡುಗಡೆಗೊಳಿಸಿದರು. ಜಿಲ್ಲಾಧಿಕಾರಿಗಳ ಸಭಾಂಗಣದಲ್ಲಿ ಇತ್ತೀಚೆಗೆ ನಡೆದ ಐಇಸಿ ಪೋಸ್ಟರ್ ಬಿಡುಗಡೆ — [23, 559, 287, 644]
sidebar-write-email[interactable]: ಇ-ಮೇಲ್: hospettimes@gmail.com — [1246, 1063, 1484, 1080]
rule-middle-mid — [569, 1721, 1227, 1723]
weather-min: ಕನಿಷ್ಠ : 26° — [1422, 1224, 1488, 1241]
story6-headline-line1: ಬೆಳಗಾವಿ-ಹೊಸಪೇಟೆ-ಮಂತ್ರಾಲಯ-ಹೈದ್ರಬಾದ್- — [632, 1734, 1166, 1773]
sidebar-ad-text: ಹುಟ್ಟು ಹಬ್ಬದ ಶುಭಾಶಯಗಳು, ವಿದೇಶಿ ಪ್ರಯಾಣ, ಸ್ವದೇಶಾಗಮನ, ವಧು-ವರ ಅನ್ವೇಷಣೆ ಜಾಹೀರಾತುಗಳು, ಜೋತಿಷ್ಯ, ಶ್ರದ್ಧಾಂಜಲಿ, ಪುಣ್ಯ ತಿಥಿ, ಅಭಿನಂದನೆಗಳು, ಹಬ್ಬದ ಮತ್ತು ಅನೇಕ ಶುಭ ಸಮಾರಂಭಗಳು, ಸಂಘ ಸಂಸ್ಥೆಗಳ ವಾರ್ಷಿಕೋತ್ಸವದ ಶುಭಾಶಯಗಳು, ಬೇಕಾಗಿದ್ದಾರೆ, ಮಾರಾಟ, ಬಾಡಿಗೆಗೆ, ಇತ್ಯಾದಿಗಳಿಗೆ — [1248, 563, 1485, 678]
sidebar-ad-contact-label: ಸಂಪರ್ಕಿಸಿ : — [1341, 684, 1392, 699]
story7-body: ಕೊಪ್ಪಳ: ಜಿಲ್ಲಾ ಆರೋಗ್ಯ ಕಚೇರಿ ವ್ಯಾಪ್ತಿಯಲ್ಲಿ ಎನ್.ಎಚ್.ಎಂ ಯೋಜನೆಯಡಿ ಗುತ್ತಿಗೆ ಆಧಾರದ ಮೇಲೆ ಆರ್.ಬಿ.ಎಸ್.ಕೆ ಮತ್ತು ಬಿ.ಎ.ಎಂ.ಎಸ್ ವೈದ್ಯಾಧಿಕಾರಿ ಸೇರಿದಂತೆ ವಿವಿಧ ಹುದ್ದೆಗಳಿಗೆ ಅರ್ಜಿ ಆಹ್ವಾನಿಸಲಾಗಿತ್ತು. ಅರ್ಜಿದಾರರ ತಾತ್ಕಾಲಿಕ ಆಯ್ಕೆ ಪಟ್ಟಿ, ಸಾಮಾನ್ಯ ಅರ್ಹತಾ ಪಟ್ಟಿ, ತಿರಸ್ಕೃತ ಪಟ್ಟಿಗಳನ್ನು ಪ್ರಕಟಿಸಲಾಗಿದ್ದು, ಆಕ್ಷೇಪಣೆಗಳನ್ನು ಆಹ್ವಾನಿಸಲಾಗಿದೆ. ತಾತ್ಕಾಲಿಕ ಆಯ್ಕೆ ಪಟ್ಟಿ, ಸಾಮಾನ್ಯ ಅರ್ಹತಾ ಪಟ್ಟಿ ಮತ್ತು ತಿರಸ್ಕೃತ ಪಟ್ಟಿಗಳನ್ನು ಜಿಲ್ಲೆಯ ಸೂಚನಾ ಫಲಕದಲ್ಲಿ ಹಾಗೂ ಕೊಪ್ಪಳ ಜಿಲ್ಲೆ ವೆಬ್ ಸೈಟ್ ನಲ್ಲಿ ಪ್ರಕಟಿಸಲಾಗಿದೆ. ಆಕ್ಷೇಪಣೆಗಳು ಇದ್ದಲ್ಲಿ ಅಕ್ಟೋಬರ್ 16 ರಿಂದ ಅ.24 ರವರೆಗೆ ಅಭ್ಯರ್ಥಿಗಳಿಂದ ಲಿಖಿತ ರೂಪದಲ್ಲಿ ಆಕ್ಷೇಪಣೆಗಳನ್ನು ಸಲ್ಲಿಸಲು ಕಾಲಾವಕಾಶ ನೀಡಲಾಗಿದೆ. ನಂತರ ಬಂದಂತಹ ಆಕ್ಷೇಪಣೆಗಳನ್ನು ಯಾವುದೇ ಕಾರಣಕ್ಕೂ ಸ್ವೀಕರಿಸಲಾಗುವುದಿಲ್ಲ ಎಂದು ಕೊಪ್ಪಳ ಜಿಲ್ಲಾ ಆರೋಗ್ಯ ಮತ್ತು ಕುಟುಂಬ ಕಲ್ಯಾಣ ಸಂಘದ ಉಪಾಧ್ಯಕ್ಷರು ಪ್ರಕಟಣೆಯಲ್ಲಿ ತಿಳಿಸಿದ್ದಾರೆ. — [1237, 1407, 1493, 1684]
sidebar-ad-rule — [1238, 555, 1495, 557]
story5-valmiki-illustration — [298, 1596, 564, 1940]
story8-headline-line1: ಅ.19 ರಂದು ವಾಕ್ — [1279, 1739, 1450, 1769]
story8-headline — [1237, 1738, 1493, 1807]
sidebar-epaper-url-2[interactable]: epaper — [1345, 197, 1388, 213]
sidebar-office-label: ಕಚೇರಿ ವಿಳಾಸ — [1334, 339, 1399, 357]
sidebar-epaper-box — [1237, 56, 1496, 292]
sidebar-ad-box — [1237, 488, 1496, 856]
train-photo-art — [903, 1848, 1220, 2062]
story6-dateline: ವಿಜಯನಗರ(ಹೊಸಪೇಟೆ): — [581, 1864, 699, 1880]
story5-column2: ವೇದಿಕೆ ಕಾರ್ಯಕ್ರಮಕ್ಕೂ ಮುನ್ನ ಅಂದು ಬೆಳಿಗ್ಗೆ 9 ಗಂಟೆಗೆ ನಗರದ ಎಸ್ಪಿ ವೃತ್ತ(ಎಸ್ಪಿ ಸರ್ಕಲ್)ದಲ್ಲಿರುವ ವಾಲ್ಮೀಕಿ ಪ್ರತಿಮೆಗೆ ಗಣ್ಯರು ಮಾಲಾರ್ಪಣೆ ಮಾಡುವರು. ಜಿಲ್ಲಾಧಿಕಾರಿ ಪ್ರಶಾಂತ್ ಕುಮಾರ್ ಮಿಶ್ರಾ, ಜಿಲ್ಲಾ ಪೊಲೀಸ್ ವರಿಷ್ಠಾಧಿಕಾರಿ ಡಾ.ಶೋಭಾರಾಣಿ ವಿ.ಜೆ., ಜಿಲ್ಲಾ ಪಂಚಾಯತ್‌ನ ಮುಖ್ಯ ಕಾರ್ಯನಿರ್ವಾಹಕ ಅಧಿಕಾರಿ ರಾಹುಲ್ ಶರಣಪ್ಪ ಸಂಕನೂರ, ಅಪರ ಜಿಲ್ಲಾಧಿಕಾರಿ ಮಹಮ್ಮದ್ ಝುಬೇರ್.ಎನ್., ಬಳ್ಳಾರಿ ಮಹಾನಗರ ಪಾಲಿಕೆಯ ಆಯುಕ್ತ ಜಿ.ಖಲೀಲ್ ಸಾಬ್, ಜಿಲ್ಲಾ ಪರಿಶಿಷ್ಟ ವರ್ಗಗಳ ಕಲ್ಯಾಣಾಧಿಕಾರಿ ದಿವಾಕರ್ ಕೆ. ಶಂಕರ್ ನಾರಾಯಣ, ಕರ್ನಾಟಕ ಮಹರ್ಷಿ ವಾಲ್ಮೀಕಿ ಪರಿಶಿಷ್ಟ ಪಂಗಡಗಳ ಅಭಿವೃದ್ಧಿ ನಿಗಮದ ಜಿಲ್ಲಾ ವ್ಯವಸ್ಥಾಪಕ ಹೆಚ್.ಮಲ್ಲಿಕಾರ್ಜುನ ಸೇರಿದಂತೆ ಜಿಲ್ಲೆಯ ವಿವಿಧ ಸಮುದಾಯದ ಮುಖಂಡರು ಹಾಗೂ ಸಮಾಜ ಬಾಂಧವರು ಭಾಗವಹಿಸುವರು. ಇದೇ ವೇಳೆಯಲ್ಲಿ ವಾಲ್ಮೀಕಿ ಸಮಾಜದ ಸಾಧಕರಿಗೆ ಸನ್ಮಾನಿಸಲಾಗುವುದು ಎಂದು ಜಿಲ್ಲಾ ಪರಿಶಿಷ್ಟ ವರ್ಗಗಳ ಕಲ್ಯಾಣಾಧಿಕಾರಿಗಳು ಪ್ರಕಟಣೆಯಲ್ಲಿ ತಿಳಿಸಿದ್ದಾರೆ. — [298, 1947, 562, 2224]
story1-photo-art — [23, 234, 563, 552]
weather-row — [1237, 1223, 1493, 1242]
sidebar-office-box — [1237, 295, 1496, 485]
divider-col-left — [569, 50, 571, 726]
sidebar-write-phone1[interactable]: 94484 41484 — [1296, 1007, 1433, 1034]
story4-headline — [579, 738, 1220, 845]
story4-headline-line1: ಕೂಡ್ಲಿಗಿ: ಪುರಾಣ ಪ್ರವಚನಗಳು ಸನ್ಮಾರ್ಗದ — [647, 739, 1151, 783]
story7-headline: ವಿವಿಧ ಹುದ್ದೆಗಳ ತಾತ್ಕಾಲಿಕ ಆಯ್ಕೆ ಪಟ್ಟಿ ಪ್ರಕಟ: ಆಕ್ಷೇಪಣೆ ಆಹ್ವಾನ — [1237, 1355, 1492, 1397]
weather-row — [1237, 1301, 1493, 1321]
story1-photo — [22, 233, 564, 553]
weather-max: ಗರಿಷ್ಠ : 40°, — [1307, 1224, 1380, 1241]
story1-headline-line2: ಅಭಿಯಾನ: ಪೋಸ್ಟರ್ ಬಿಡುಗಡೆ — [63, 116, 520, 169]
story4-photo — [579, 917, 1222, 1209]
story2-headline — [579, 62, 1220, 165]
story3-column2: ಯೋಜನೆಯ ಅಧ್ಯಕ್ಷರಾದ ಹಸನಸಾಬ ನಭಿಸಾಬ ದೋಟಿಹಾಳ ಹಾಗೂ ನಗರಸಭೆ ಅಧ್ಯಕ್ಷರಾದ ಅಮ್ಜದ್ ಪಟೇಲ್ ಅವರು ಭಾಗವಹಿಸುವರು. ವಿಶೇಷ ಆಹ್ವಾನಿತರಾಗಿ ಪರಿಶಿಷ್ಟ ಪಂಗಡಗಳ ಕಲ್ಯಾಣ ಮತ್ತು ಮಾನವ ಸಂಪನ್ಮೂಲ ಅಭಿವೃದ್ಧಿ ಇಲಾಖೆಯ ಸರ್ಕಾರದ ಕಾರ್ಯದರ್ಶಿಗಳಾದ ರಂದೀಪ್ ಡಿ., ಕೊಪ್ಪಳ ಜಿಲ್ಲಾ ಉಸ್ತುವಾರಿ ಕಾರ್ಯದರ್ಶಿಗಳು, ಪರಿಶಿಷ್ಟ ಪಂಗಡಗಳ ಕಲ್ಯಾಣ ಇಲಾಖೆ ನಿರ್ದೇಶಕರಾದ ಟಿ.ಯೋಗೇಶ್ ಅವರು ಆಗಮಿಸುವರು. ಕಲಬುರಗಿಯ ಡಾ.ಬಿ.ಆರ್.ಅಂಬೇಡ್ಕರ್ ಪದವಿ ಕಾಲೇಜಿನ ಸಹಾಯಕ ಪ್ರಾಧ್ಯಾಪಕರು ಹಾಗೂ ಲೇಖಕರಾದ ಅರುಣ್ ಜೋಳದ ಕೂಡ್ಲಿಗಿ ಅವರು ಉಪನ್ಯಾಸ ನೀಡುವರು. ಜಯಂತಿ ಅಂಗವಾಗಿ ಅಂದು ಬೆಳಿಗ್ಗೆ 08.30 ಗಂಟೆಗೆ ನಗರದ ಸಿರಸಪ್ಪಯ್ಯನಮಠದಿಂದ ಗಡಿಯಾರಕಂಬದ ಮಾರ್ಗವಾಗಿ ಅಶೋಕ ವೃತ್ತದ ಮುಖಾಂತರ ಸಾಹಿತ್ಯ ಭವನದವರೆಗೆ ಶ್ರೀ ಮಹರ್ಷಿ ವಾಲ್ಮೀಕಿ ಅವರ ಭಾವಚಿತ್ರದ ಮೆರವಣಿಗೆಯನ್ನು ಹಮ್ಮಿಕೊಳ್ಳಲಾಗಿದೆ. ಕಾರ್ಯಕ್ರಮದಲ್ಲಿ ಜಿಲ್ಲಾಧಿಕಾರಿಗಳಾದ ನಲಿನ್ ಅತುಲ್, ಜಿಲ್ಲಾ ಪಂಚಾಯತ್ ಮುಖ್ಯ ಕಾರ್ಯನಿರ್ವಾಹಕ ಅಧಿಕಾರಿಗಳಾದ ರಾಹುಲ್ ರತ್ನಂ ಪಾಂಡೆಯ, ಜಿಲ್ಲಾ ಪೊಲೀಸ್ ವರಿಷ್ಠಾಧಿಕಾರಿಗಳಾದ ಡಾ.ರಾಮ್ ಎಲ್ ಅರಸಿದ್ದಿ ಹಾಗೂ ಸಮಾಜ ಕಲ್ಯಾಣ ಇಲಾಖೆಯ ಉಪನಿರ್ದೇಶಕರಾದ ರಾಜು ತಳವಾರ ಅವರು ಉಪಸ್ಥಿತರಿರುವರು ಎಂದು ಪ್ರಕಟಣೆ ತಿಳಿಸಿದೆ. — [298, 801, 562, 1165]
